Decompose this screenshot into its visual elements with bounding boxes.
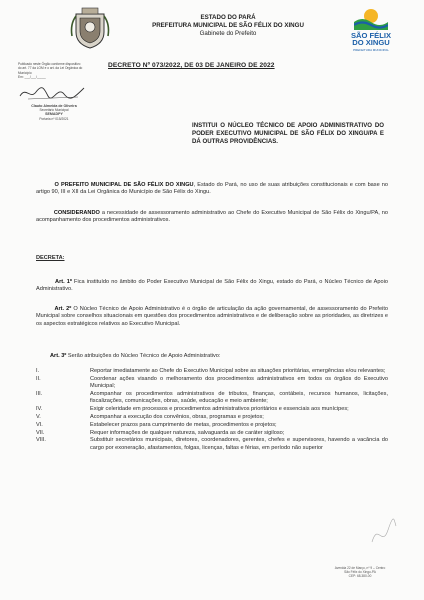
signer-sub: Portaria nº 015/2021 [39,116,69,121]
attributions-list [36,368,388,452]
stamp-line3: Município [18,70,32,75]
item-text: Requer informações de qualquer natureza, salvaguarda as de caráter sigiloso; [90,429,285,436]
logo-line2: DO XINGU [352,38,390,48]
article-3 [36,353,388,360]
article-2-label: Art. 2º [54,306,72,312]
margin-initials [368,512,398,552]
list-item [36,391,388,405]
item-number: II. [36,375,41,382]
stamp-line2: do art. 77 da LOM e o art. da Lei Orgânica do [18,66,83,71]
considering-paragraph [36,210,388,225]
considering-text: a necessidade de assessoramento administrativo ao Chefe do Executivo Municipal de São Félix do Xingu/PA, no acompanhamento dos procedimentos administrativos. [36,210,388,224]
publication-stamp [18,62,84,80]
item-number: VI. [36,421,43,428]
header-office: Gabinete do Prefeito [199,30,257,38]
list-item [36,376,388,390]
handwritten-signature [18,84,88,102]
preamble-bold: O PREFEITO MUNICIPAL DE SÃO FÉLIX DO XINGU [54,182,194,188]
footer-line1: Avenida 22 de Março, nº 9 – Centro [334,566,386,570]
item-text: Estabelecer prazos para cumprimento de metas, procedimentos e projetos; [90,421,277,428]
item-text: Substituir secretários municipais, diretores, coordenadores, gerentes, chefes e supervisores, havendo a vacância do cargo por exoneração, afastamentos, folgas, licenças, faltas e férias, em período não superior [90,437,388,451]
header-prefecture: PREFEITURA MUNICIPAL DE SÃO FÉLIX DO XINGU [152,22,304,30]
wave-icon [354,8,388,30]
item-number: VIII. [36,437,46,444]
list-item [36,414,388,421]
list-item [36,422,388,429]
decree-title: DECRETO Nº 073/2022, DE 03 DE JANEIRO DE 2022 [108,62,275,69]
item-number: IV. [36,405,43,412]
logo-tag: PREFEITURA MUNICIPAL [353,48,389,52]
item-text: Acompanhar a execução dos convênios, obras, programas e projetos; [90,413,264,420]
considering-bold: CONSIDERANDO [53,210,100,216]
article-1-label: Art. 1º [55,279,72,285]
item-text: Acompanhar os procedimentos administrativos de tributos, finanças, contábeis, recursos humanos, licitações, fiscalizações, comunicações, obras, saúde, educação e meio ambiente; [90,390,388,404]
article-1 [36,279,388,294]
article-1-text: Fica instituído no âmbito do Poder Executivo Municipal de São Félix do Xingu, estado do Pará, o Núcleo Técnico de Apoio Administrativo. [36,279,388,293]
stamp-line1: Publicado neste Órgão conforme dispositivo [18,62,81,66]
article-2 [36,306,388,328]
footer-line2: São Félix do Xingu-PA [344,570,376,575]
item-text: Exigir celeridade em processos e procedimentos administrativos prioritários e essenciais aos munícipes; [90,405,349,412]
preamble-paragraph [36,182,388,197]
item-text: Reportar imediatamente ao Chefe do Executivo Municipal sobre as situações prioritárias, emergências e/ou relevantes; [90,368,386,374]
list-item [36,437,388,451]
letterhead [118,14,338,39]
article-3-text: Serão atribuições do Núcleo Técnico de Apoio Administrativo: [66,353,221,359]
item-text: Coordenar ações visando o melhoramento dos procedimentos administrativos em todos os órgãos do Executivo Municipal; [90,375,388,389]
decreta-heading: DECRETA: [36,255,65,261]
list-item [36,430,388,437]
signer-role: Secretário Municipal [39,108,69,113]
header-state: ESTADO DO PARÁ [200,14,256,21]
preamble-text: , Estado do Pará, no uso de suas atribuições constitucionais e com base no artigo 90, III e XII da Lei Orgânica do Município de São Félix do Xingu. [36,182,388,196]
footer-line3: CEP: 68.380-00 [348,574,372,579]
list-item [36,368,388,375]
list-item [36,406,388,413]
article-2-text: O Núcleo Técnico de Apoio Administrativo é o órgão de articulação da ação governamental, de assessoramento do Prefeito Municipal sobre conselhos situacionais em questões dos procedimentos administrativos e de deliberação sobre as prioridades, as diretrizes e os aspectos estratégicos relativos ao Executivo Municipal. [36,306,388,327]
item-number: I. [36,368,40,374]
footer-address [320,566,400,579]
item-number: V. [36,413,41,420]
signer-name: Clauto Almeida de Oliveira [31,104,77,108]
signer-extra: SEMADPY [45,112,63,117]
decree-summary: INSTITUI O NÚCLEO TÉCNICO DE APOIO ADMINISTRATIVO DO PODER EXECUTIVO MUNICIPAL DE SÃO FÉLIX DO XINGU/PA E DÁ OUTRAS PROVIDÊNCIAS. [192,122,384,145]
item-number: VII. [36,429,45,436]
municipality-logo [340,8,402,52]
item-number: III. [36,390,43,397]
stamp-line4: Em: ___/___/_____ [18,75,46,80]
article-3-label: Art. 3º [50,353,67,359]
municipal-coat-of-arms [68,6,112,50]
signature-block [24,104,84,121]
logo-line1: SÃO FÉLIX [350,31,392,40]
